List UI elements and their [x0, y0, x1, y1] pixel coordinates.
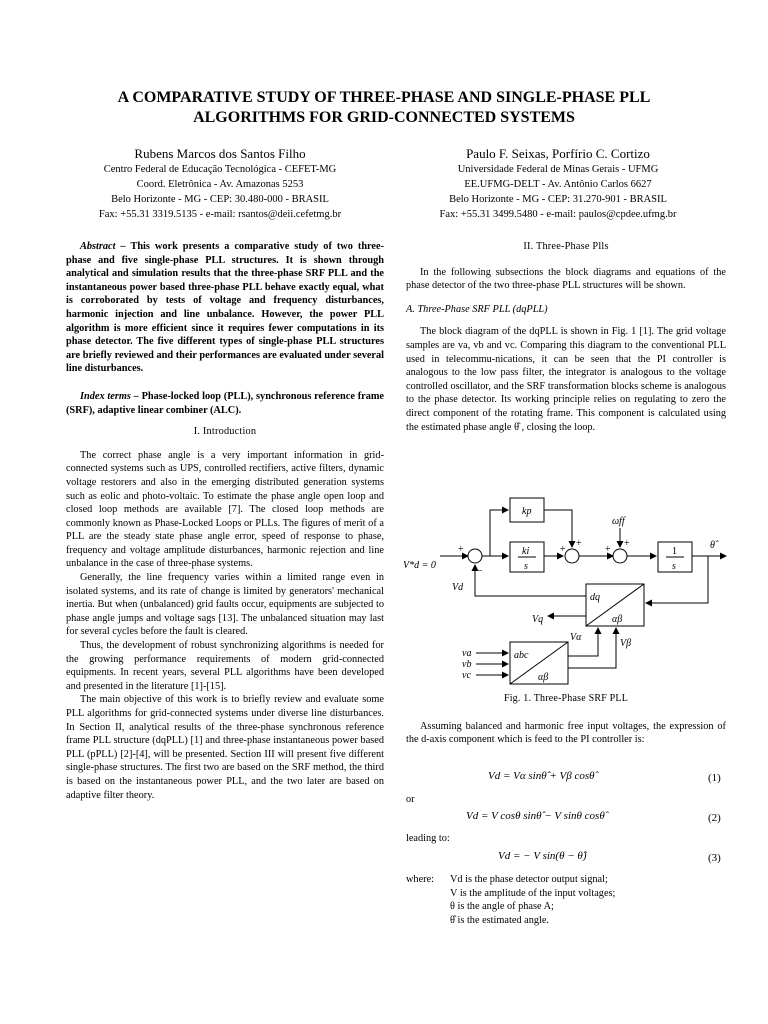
- equation-3-number: (3): [708, 852, 721, 864]
- intro-heading: I. Introduction: [193, 426, 257, 438]
- definition-theta-hat: θ̂ is the estimated angle.: [450, 914, 550, 926]
- plus-sign-4: +: [605, 544, 611, 555]
- abstract: [66, 240, 384, 376]
- author-affiliation: Centro Federal de Educação Tecnológica - CEFET-MG: [103, 164, 337, 175]
- author-contact: Fax: +55.31 3319.5135 - e-mail: rsantos@deii.cefetmg.br: [98, 209, 342, 220]
- leading-text: leading to:: [406, 833, 450, 844]
- title-line-2: ALGORITHMS FOR GRID-CONNECTED SYSTEMS: [193, 109, 575, 126]
- vbeta-label: Vβ: [620, 638, 632, 649]
- author-block-1: [40, 145, 400, 222]
- plus-sign-3: +: [576, 538, 582, 549]
- plus-sign-1: +: [458, 544, 464, 555]
- definition-vd: Vd is the phase detector output signal;: [450, 874, 608, 885]
- dq-label: dq: [590, 592, 600, 603]
- section2-paragraph-2: Assuming balanced and harmonic free input voltages, the expression of the d-axis component which is feed to the PI controller is:: [406, 720, 726, 746]
- definition-theta: θ is the angle of phase A;: [450, 901, 554, 913]
- author-contact: Fax: +55.31 3499.5480 - e-mail: paulos@cpdee.ufmg.br: [439, 209, 677, 220]
- abc-ab-label: αβ: [538, 672, 549, 683]
- title-line-1: A COMPARATIVE STUDY OF THREE-PHASE AND SINGLE-PHASE PLL: [117, 89, 651, 106]
- fig1-caption: Fig. 1. Three-Phase SRF PLL: [503, 693, 629, 704]
- equation-2-number: (2): [708, 812, 721, 824]
- or-text: or: [406, 794, 415, 805]
- author-block-2: [388, 145, 728, 222]
- vd-label: Vd: [452, 582, 464, 593]
- equation-1-number: (1): [708, 772, 721, 784]
- intro-paragraph-4: The main objective of this work is to briefly review and evaluate some PLL algorithms for grid-connected systems under diverse line disturbances. In Section II, analytical results of the three-phase synchronous reference frame PLL structure (dqPLL) [1] and three-phase instantaneous power based PLL (pPLL) [2]-[4], will be presented. Section III will present five different single-phase structures. The first two are based on the SRF method, the third is based on the instantaneous power PLL, and the two later are based on adaptive filter theory.: [66, 694, 384, 801]
- sum-junction-1: [468, 549, 482, 563]
- equation-3: Vd = − V sin(θ − θ̂): [498, 850, 587, 862]
- equation-2: Vd = V cosθ sinθ̂ − V sinθ cosθ̂: [466, 810, 605, 822]
- ref-input-label: V*d = 0: [403, 560, 436, 571]
- vb-label: vb: [462, 659, 472, 670]
- abstract-text: This work presents a comparative study of two three-phase and five single-phase PLL structures. It is shown through analytical and simulation results that the three-phase SRF PLL and the instantaneous power based three-phase PLL behave exactly equal, what is corroborated by tests of voltage and frequency disturbances, harmonic injection and line unbalance. However, the power PLL algorithm is more efficient since it requires fewer computations in its phase detector. The five different types of single-phase PLL structures are briefly reviewed and their performances are evaluated under several line disturbances.: [66, 241, 384, 375]
- index-terms-text: Phase-locked loop (PLL), synchronous reference frame (SRF), adaptive linear combiner (ALC).: [66, 390, 385, 416]
- section2-paragraph-1: The block diagram of the dqPLL is shown in Fig. 1 [1]. The grid voltage samples are va, vb and vc. Comparing this diagram to the conventional PLL used in telecommu-nications, it can be seen that the PI controller is analogous to the low pass filter, the integrator is analogous to the voltage controlled oscillator, and the SRF transformation blocks scheme is analogous to the phase detector. Its working principle relies on regulating to zero the direct component of the rotating frame. This component is calculated using the estimated phase angle θ̂ , closing the loop.: [406, 326, 726, 433]
- right-column-top: [406, 240, 726, 434]
- author-city: Belo Horizonte - MG - CEP: 30.480-000 - BRASIL: [111, 194, 329, 205]
- section2-heading: II. Three-Phase Plls: [523, 241, 609, 252]
- va-label: va: [462, 648, 472, 659]
- section2-intro: In the following subsections the block diagrams and equations of the phase detector of the two three-phase PLL structures will be shown.: [406, 266, 726, 292]
- vc-label: vc: [462, 670, 471, 681]
- ki-s-label: s: [524, 561, 528, 572]
- section2-subheading: A. Three-Phase SRF PLL (dqPLL): [406, 303, 548, 315]
- index-terms-label: Index terms –: [80, 390, 139, 402]
- definitions-list: [450, 873, 726, 927]
- author-dept: Coord. Eletrônica - Av. Amazonas 5253: [136, 179, 304, 190]
- paper-title: [0, 88, 768, 128]
- plus-sign-2: +: [560, 544, 566, 555]
- author-name: Paulo F. Seixas, Porfírio C. Cortizo: [466, 146, 650, 161]
- equation-1: Vd = Vα sinθ̂ + Vβ cosθ̂: [488, 770, 595, 782]
- definition-v: V is the amplitude of the input voltages;: [450, 887, 616, 899]
- vq-label: Vq: [532, 614, 544, 625]
- theta-hat-label: θ̂: [710, 540, 715, 551]
- right-column-bottom: [406, 692, 726, 747]
- abstract-label: Abstract –: [80, 241, 126, 252]
- abc-label: abc: [514, 650, 529, 661]
- where-text: where:: [406, 874, 435, 885]
- integrator-s-label: s: [672, 561, 676, 572]
- intro-paragraph-3: Thus, the development of robust synchronizing algorithms is needed for the growing performance requirements of modern grid-connected equipments. In recent years, several PLL algorithms have been developed and presented in the literature [1]-[15].: [66, 640, 384, 692]
- fig1-diagram: [400, 488, 730, 690]
- author-dept: EE.UFMG-DELT - Av. Antônio Carlos 6627: [464, 179, 652, 190]
- index-terms: [66, 390, 384, 417]
- valpha-label: Vα: [570, 632, 582, 643]
- ki-label: ki: [522, 546, 530, 557]
- dq-ab-label: αβ: [612, 614, 623, 625]
- author-city: Belo Horizonte - MG - CEP: 31.270-901 - BRASIL: [449, 194, 667, 205]
- integrator-one-label: 1: [672, 546, 677, 557]
- author-name: Rubens Marcos dos Santos Filho: [134, 146, 306, 161]
- left-column: [66, 240, 384, 802]
- sum-junction-2: [565, 549, 579, 563]
- author-affiliation: Universidade Federal de Minas Gerais - UFMG: [457, 164, 659, 175]
- wff-label: ωff: [612, 516, 625, 527]
- sum-junction-3: [613, 549, 627, 563]
- intro-paragraph-2: Generally, the line frequency varies within a limited range even in isolated systems, and its rate of change is limited by generators' mechanical inertia. But when (unbalanced) grid faults occur, equipments are subjected to phase angle jumps and voltage sags [13]. The unbalanced situation may last for several cycles before the fault is cleared.: [66, 572, 384, 638]
- minus-sign-1: −: [477, 566, 483, 577]
- intro-paragraph-1: The correct phase angle is a very important information in grid-connected systems such as UPS, controlled rectifiers, active filters, dynamic voltage restorers and also in the emerging distributed generation systems such as eolic and photo-voltaic. To estimate the phase angle open loop and closed loop methods are available [7]. The closed loop methods are commonly known as Phase-Locked Loops or PLLs. The figures of merit of a PLL are the steady state phase angle error, speed of response to phase, frequency and voltage amplitude disturbances, harmonic rejection and line unbalance in the case of three-phase systems.: [66, 449, 384, 570]
- kp-label: kp: [522, 506, 532, 517]
- plus-sign-5: +: [624, 538, 630, 549]
